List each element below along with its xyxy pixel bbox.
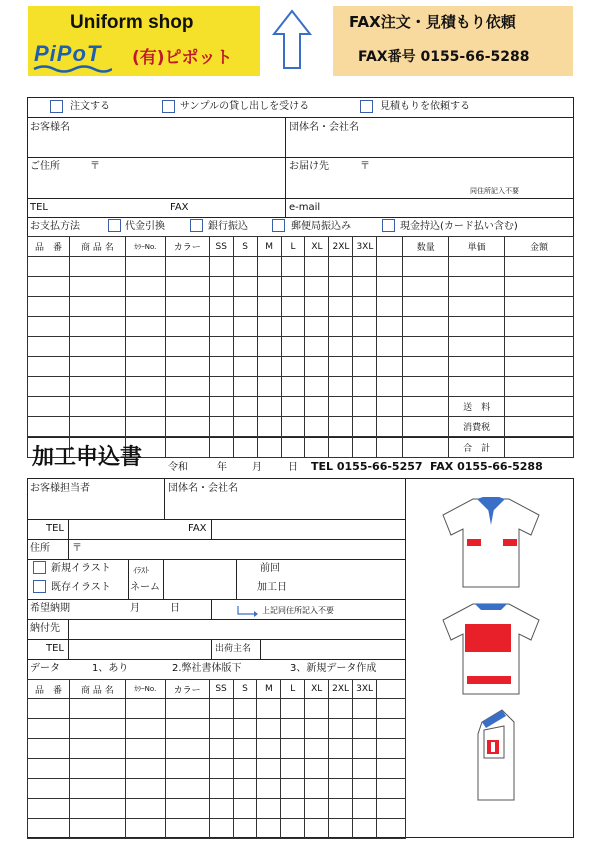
col-header: SS [209, 237, 233, 257]
col-header: L [281, 680, 305, 699]
total-row-shipping[interactable] [28, 397, 574, 417]
same-address-note: 同住所記入不要 [470, 187, 519, 195]
table-row[interactable] [28, 719, 406, 739]
proc-tel-label: TEL [46, 523, 64, 534]
fax-title: FAX注文・見積もり依頼 [349, 13, 516, 31]
check-sample-label: サンプルの貸し出しを受ける [180, 101, 310, 112]
table-row[interactable] [28, 819, 406, 839]
table-row[interactable] [28, 779, 406, 799]
check-sample[interactable] [162, 100, 175, 113]
company-name: (有)ピポット [132, 48, 233, 68]
email-label: e-mail [289, 202, 321, 213]
new-illust-label: 新規イラスト [51, 563, 111, 574]
prev-label: 前回 [260, 563, 280, 574]
table-row[interactable] [28, 257, 574, 277]
pay-bank-check[interactable] [190, 219, 203, 232]
order-table [27, 236, 574, 458]
col-header: ｶﾗｰNo. [125, 237, 165, 257]
fax-number: FAX番号 0155-66-5288 [358, 49, 530, 65]
illust-label: ｲﾗｽﾄ [133, 566, 149, 575]
col-header: カラー [165, 237, 209, 257]
customer-name-label: お客様名 [30, 122, 70, 133]
pay-bank: 銀行振込 [208, 221, 248, 232]
col-header: 商 品 名 [69, 680, 125, 699]
name-label: ネーム [130, 582, 160, 593]
processing-fax: FAX 0155-66-5288 [430, 460, 543, 473]
processed-date-label: 加工日 [257, 582, 287, 593]
shipper-label: 出荷主名 [215, 644, 252, 654]
processing-title: 加工申込書 [32, 445, 143, 470]
pay-cash: 現金持込(カード払い含む) [400, 221, 518, 232]
pay-post-check[interactable] [272, 219, 285, 232]
check-estimate-label: 見積もりを依頼する [380, 101, 470, 112]
org-name-label: 団体名・会社名 [289, 122, 359, 133]
delivery-month: 月 [130, 603, 140, 614]
proc-address-label: 住所 [30, 543, 50, 554]
col-header: カラー [165, 680, 209, 699]
delivery-day: 日 [170, 603, 180, 614]
delivery-to-label: 納付先 [30, 623, 60, 634]
logo-wave-icon [32, 64, 112, 74]
table-row[interactable] [28, 699, 406, 719]
table-row[interactable] [28, 739, 406, 759]
col-header: S [233, 237, 257, 257]
table-row[interactable] [28, 377, 574, 397]
new-illust-check[interactable] [33, 561, 46, 574]
col-header: 単価 [449, 237, 505, 257]
table-row[interactable] [28, 799, 406, 819]
col-header: 商 品 名 [69, 237, 125, 257]
col-header: M [257, 237, 281, 257]
table-row[interactable] [28, 759, 406, 779]
shipping-label: 送 料 [449, 397, 505, 417]
col-header: 品 番 [28, 680, 70, 699]
col-header: SS [209, 680, 233, 699]
data-option-2: 2.弊社書体版下 [172, 663, 242, 674]
date-day: 日 [288, 462, 298, 473]
arrow-icon [234, 605, 258, 619]
existing-illust-check[interactable] [33, 580, 46, 593]
check-order-label: 注文する [70, 101, 110, 112]
address-label: ご住所 [30, 161, 60, 172]
data-option-3: 3、新規データ作成 [290, 663, 377, 674]
total-label: 合 計 [449, 437, 505, 458]
date-year: 年 [217, 462, 227, 473]
col-header: 3XL [353, 237, 377, 257]
processing-tel: TEL 0155-66-5257 [311, 460, 423, 473]
arrow-up-icon [270, 8, 314, 72]
table-row[interactable] [28, 337, 574, 357]
total-row-tax[interactable] [28, 417, 574, 437]
pay-cod-check[interactable] [108, 219, 121, 232]
delivery-label: お届け先 [289, 161, 329, 172]
pay-cash-check[interactable] [382, 219, 395, 232]
tel-label: TEL [30, 202, 48, 213]
date-reiwa: 令和 [168, 462, 188, 473]
col-header: 2XL [329, 680, 353, 699]
payment-label: お支払方法 [30, 221, 80, 232]
col-header: 数量 [403, 237, 449, 257]
logo: PiPoT [34, 41, 102, 66]
proc-fax-label: FAX [188, 523, 207, 534]
check-estimate[interactable] [360, 100, 373, 113]
shirt-front-icon [435, 495, 547, 595]
col-header [377, 237, 403, 257]
col-header: XL [305, 680, 329, 699]
col-header: 2XL [329, 237, 353, 257]
data-option-1: 1、あり [92, 663, 129, 674]
col-header: L [281, 237, 305, 257]
col-header: S [233, 680, 257, 699]
shirt-sleeve-icon [468, 704, 528, 804]
desired-delivery-label: 希望納期 [30, 603, 70, 614]
proc-tel2-label: TEL [46, 643, 64, 654]
proc-org-label: 団体名・会社名 [168, 483, 238, 494]
tax-label: 消費税 [449, 417, 505, 437]
table-row[interactable] [28, 317, 574, 337]
fax-label: FAX [170, 202, 189, 213]
table-row[interactable] [28, 297, 574, 317]
proc-postal-mark: 〒 [72, 543, 82, 554]
delivery-postal: 〒 [360, 161, 370, 172]
data-label: データ [30, 663, 60, 674]
same-address-note-2: 上記同住所記入不要 [262, 606, 334, 615]
existing-illust-label: 既存イラスト [51, 582, 111, 593]
col-header: M [257, 680, 281, 699]
table-row[interactable] [28, 277, 574, 297]
col-header: 金額 [505, 237, 574, 257]
processing-table [27, 679, 406, 839]
col-header: 品 番 [28, 237, 70, 257]
shirt-back-icon [435, 600, 547, 700]
col-header: ｶﾗｰNo. [125, 680, 165, 699]
postal-mark: 〒 [90, 161, 100, 172]
col-header: 3XL [353, 680, 377, 699]
person-label: お客様担当者 [30, 483, 90, 494]
date-month: 月 [252, 462, 262, 473]
pay-cod: 代金引換 [125, 221, 165, 232]
shop-name: Uniform shop [70, 12, 194, 33]
pay-post: 郵便局振込み [291, 221, 351, 232]
table-row[interactable] [28, 357, 574, 377]
check-order[interactable] [50, 100, 63, 113]
col-header: XL [305, 237, 329, 257]
